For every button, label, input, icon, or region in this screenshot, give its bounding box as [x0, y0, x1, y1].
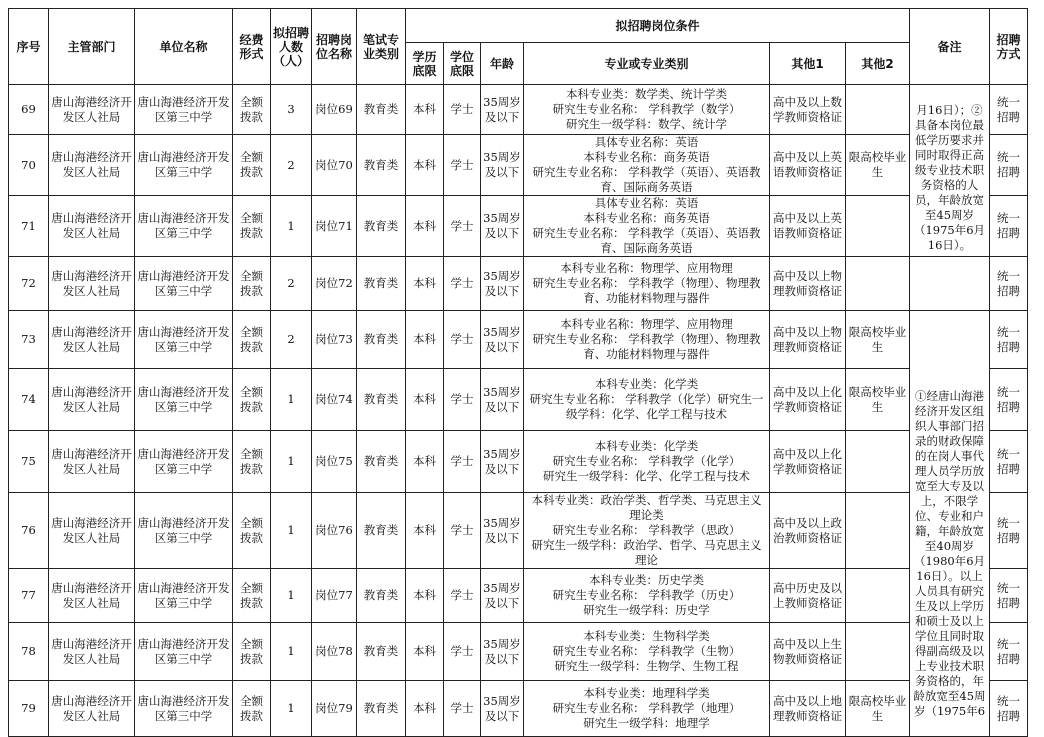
cell-major: 本科专业类：历史学类 研究生专业名称： 学科教学（历史） 研究生一级学科：历史学: [524, 569, 770, 623]
header-remark: 备注: [910, 9, 990, 85]
cell-other1: 高中及以上数学教师资格证: [770, 85, 846, 135]
cell-major: 本科专业类：地理科学类 研究生专业名称： 学科教学（地理） 研究生一级学科：地理学: [524, 681, 770, 737]
cell-exam-type: 教育类: [357, 257, 406, 311]
cell-method: 统一招聘: [990, 369, 1028, 431]
cell-other2: [846, 85, 910, 135]
cell-degree: 学士: [444, 681, 481, 737]
cell-degree: 学士: [444, 311, 481, 369]
cell-count: 1: [271, 569, 312, 623]
cell-other1: 高中及以上英语教师资格证: [770, 135, 846, 196]
cell-major: 本科专业类：政治学类、哲学类、马克思主义理论类 研究生专业名称： 学科教学（思政） 研究生一级学科：政治学、哲学、马克思主义理论: [524, 493, 770, 569]
cell-degree: 学士: [444, 135, 481, 196]
cell-other1: 高中及以上生物教师资格证: [770, 623, 846, 681]
cell-funding: 全额拨款: [233, 311, 271, 369]
cell-other2: 限高校毕业生: [846, 369, 910, 431]
cell-edu: 本科: [406, 493, 444, 569]
table-row: [9, 85, 1028, 135]
cell-other1: 高中历史及以上教师资格证: [770, 569, 846, 623]
cell-exam-type: 教育类: [357, 569, 406, 623]
cell-exam-type: 教育类: [357, 681, 406, 737]
cell-position: 岗位78: [312, 623, 357, 681]
cell-major: 本科专业名称：物理学、应用物理 研究生专业名称： 学科教学（物理）、物理教育、功能材料物理与器件: [524, 311, 770, 369]
cell-other1: 高中及以上物理教师资格证: [770, 257, 846, 311]
recruitment-table: [8, 8, 1028, 737]
cell-unit: 唐山海港经济开发区第三中学: [135, 135, 233, 196]
remark-text-top: 月16日）；②具备本岗位最低学历要求并同时取得正高级专业技术职务资格的人员，年龄放宽至45周岁（1975年6月16日）。: [913, 102, 986, 252]
header-unit: 单位名称: [135, 9, 233, 85]
cell-degree: 学士: [444, 431, 481, 493]
cell-method: 统一招聘: [990, 493, 1028, 569]
cell-seq: 70: [9, 135, 49, 196]
table-row: [9, 569, 1028, 623]
cell-dept: 唐山海港经济开发区人社局: [49, 569, 135, 623]
table-row: [9, 311, 1028, 369]
cell-other2: [846, 493, 910, 569]
cell-edu: 本科: [406, 431, 444, 493]
header-age: 年龄: [481, 43, 524, 85]
cell-age: 35周岁及以下: [481, 135, 524, 196]
cell-other2: [846, 257, 910, 311]
cell-funding: 全额拨款: [233, 493, 271, 569]
table-row: [9, 681, 1028, 737]
table-row: [9, 493, 1028, 569]
cell-other2: 限高校毕业生: [846, 135, 910, 196]
cell-unit: 唐山海港经济开发区第三中学: [135, 369, 233, 431]
cell-dept: 唐山海港经济开发区人社局: [49, 311, 135, 369]
header-edu: 学历底限: [406, 43, 444, 85]
cell-position: 岗位71: [312, 196, 357, 257]
table-body: [9, 85, 1028, 737]
cell-other2: [846, 431, 910, 493]
cell-position: 岗位75: [312, 431, 357, 493]
cell-degree: 学士: [444, 493, 481, 569]
cell-funding: 全额拨款: [233, 257, 271, 311]
cell-age: 35周岁及以下: [481, 85, 524, 135]
header-degree: 学位底限: [444, 43, 481, 85]
cell-degree: 学士: [444, 85, 481, 135]
cell-degree: 学士: [444, 196, 481, 257]
cell-exam-type: 教育类: [357, 493, 406, 569]
cell-age: 35周岁及以下: [481, 493, 524, 569]
header-exam-type: 笔试专业类别: [357, 9, 406, 85]
cell-method: 统一招聘: [990, 311, 1028, 369]
cell-seq: 73: [9, 311, 49, 369]
cell-exam-type: 教育类: [357, 369, 406, 431]
cell-seq: 75: [9, 431, 49, 493]
cell-unit: 唐山海港经济开发区第三中学: [135, 257, 233, 311]
header-dept: 主管部门: [49, 9, 135, 85]
cell-dept: 唐山海港经济开发区人社局: [49, 135, 135, 196]
cell-other1: 高中及以上化学教师资格证: [770, 431, 846, 493]
cell-unit: 唐山海港经济开发区第三中学: [135, 681, 233, 737]
cell-position: 岗位73: [312, 311, 357, 369]
cell-exam-type: 教育类: [357, 311, 406, 369]
cell-other1: 高中及以上政治教师资格证: [770, 493, 846, 569]
cell-major: 本科专业类：化学类 研究生专业名称： 学科教学（化学）研究生一级学科：化学、化学工程与技术: [524, 369, 770, 431]
cell-count: 1: [271, 196, 312, 257]
cell-exam-type: 教育类: [357, 623, 406, 681]
cell-method: 统一招聘: [990, 681, 1028, 737]
cell-unit: 唐山海港经济开发区第三中学: [135, 311, 233, 369]
cell-age: 35周岁及以下: [481, 196, 524, 257]
cell-funding: 全额拨款: [233, 369, 271, 431]
cell-other2: 限高校毕业生: [846, 311, 910, 369]
cell-funding: 全额拨款: [233, 135, 271, 196]
cell-position: 岗位79: [312, 681, 357, 737]
cell-count: 2: [271, 257, 312, 311]
cell-major: 具体专业名称：英语 本科专业名称：商务英语 研究生专业名称： 学科教学（英语）、英语教育、国际商务英语: [524, 196, 770, 257]
cell-count: 3: [271, 85, 312, 135]
cell-exam-type: 教育类: [357, 85, 406, 135]
cell-age: 35周岁及以下: [481, 431, 524, 493]
cell-method: 统一招聘: [990, 135, 1028, 196]
header-position: 招聘岗位名称: [312, 9, 357, 85]
remark-cell-bottom: [910, 311, 990, 737]
cell-edu: 本科: [406, 569, 444, 623]
cell-position: 岗位76: [312, 493, 357, 569]
cell-major: 具体专业名称：英语 本科专业名称：商务英语 研究生专业名称： 学科教学（英语）、英语教育、国际商务英语: [524, 135, 770, 196]
cell-major: 本科专业名称：物理学、应用物理 研究生专业名称： 学科教学（物理）、物理教育、功能材料物理与器件: [524, 257, 770, 311]
cell-funding: 全额拨款: [233, 196, 271, 257]
remark-text-bottom: ①经唐山海港经济开发区组织人事部门招录的财政保障的在岗人事代理人员学历放宽至大专及以上，不限学位、专业和户籍，年龄放宽至40周岁（1980年6月16日）。以上人员具有研究生及以上学历和硕士及以上学位且同时取得副高级及以上专业技术职务资格的，年龄放宽至45周岁（1975年6: [913, 388, 986, 718]
header-count: 拟招聘人数（人）: [271, 9, 312, 85]
cell-method: 统一招聘: [990, 623, 1028, 681]
cell-method: 统一招聘: [990, 85, 1028, 135]
cell-unit: 唐山海港经济开发区第三中学: [135, 569, 233, 623]
cell-degree: 学士: [444, 569, 481, 623]
table-row: [9, 135, 1028, 196]
cell-other2: [846, 196, 910, 257]
table-row: [9, 369, 1028, 431]
cell-exam-type: 教育类: [357, 431, 406, 493]
cell-position: 岗位69: [312, 85, 357, 135]
cell-seq: 71: [9, 196, 49, 257]
cell-dept: 唐山海港经济开发区人社局: [49, 85, 135, 135]
cell-seq: 74: [9, 369, 49, 431]
cell-seq: 79: [9, 681, 49, 737]
cell-dept: 唐山海港经济开发区人社局: [49, 257, 135, 311]
cell-age: 35周岁及以下: [481, 681, 524, 737]
header-other2: 其他2: [846, 43, 910, 85]
cell-major: 本科专业类：生物科学类 研究生专业名称： 学科教学（生物） 研究生一级学科：生物学、生物工程: [524, 623, 770, 681]
cell-seq: 72: [9, 257, 49, 311]
cell-age: 35周岁及以下: [481, 311, 524, 369]
cell-funding: 全额拨款: [233, 569, 271, 623]
cell-dept: 唐山海港经济开发区人社局: [49, 196, 135, 257]
cell-other1: 高中及以上地理教师资格证: [770, 681, 846, 737]
cell-dept: 唐山海港经济开发区人社局: [49, 431, 135, 493]
cell-funding: 全额拨款: [233, 681, 271, 737]
header-method: 招聘方式: [990, 9, 1028, 85]
cell-count: 2: [271, 311, 312, 369]
cell-major: 本科专业类：数学类、统计学类 研究生专业名称： 学科教学（数学） 研究生一级学科：数学、统计学: [524, 85, 770, 135]
table-row: [9, 196, 1028, 257]
cell-degree: 学士: [444, 369, 481, 431]
cell-dept: 唐山海港经济开发区人社局: [49, 493, 135, 569]
header-other1: 其他1: [770, 43, 846, 85]
cell-exam-type: 教育类: [357, 135, 406, 196]
cell-age: 35周岁及以下: [481, 623, 524, 681]
table-row: [9, 431, 1028, 493]
cell-count: 2: [271, 135, 312, 196]
cell-other1: 高中及以上英语教师资格证: [770, 196, 846, 257]
cell-dept: 唐山海港经济开发区人社局: [49, 369, 135, 431]
cell-method: 统一招聘: [990, 431, 1028, 493]
cell-unit: 唐山海港经济开发区第三中学: [135, 493, 233, 569]
cell-edu: 本科: [406, 85, 444, 135]
header-funding: 经费形式: [233, 9, 271, 85]
cell-dept: 唐山海港经济开发区人社局: [49, 681, 135, 737]
cell-method: 统一招聘: [990, 569, 1028, 623]
table-row: [9, 257, 1028, 311]
cell-edu: 本科: [406, 369, 444, 431]
cell-method: 统一招聘: [990, 196, 1028, 257]
cell-edu: 本科: [406, 311, 444, 369]
cell-other2: 限高校毕业生: [846, 681, 910, 737]
cell-count: 1: [271, 369, 312, 431]
cell-seq: 69: [9, 85, 49, 135]
cell-count: 1: [271, 623, 312, 681]
remark-cell-empty: [910, 257, 990, 311]
cell-unit: 唐山海港经济开发区第三中学: [135, 431, 233, 493]
cell-dept: 唐山海港经济开发区人社局: [49, 623, 135, 681]
cell-other2: [846, 569, 910, 623]
cell-funding: 全额拨款: [233, 623, 271, 681]
cell-funding: 全额拨款: [233, 85, 271, 135]
cell-unit: 唐山海港经济开发区第三中学: [135, 196, 233, 257]
cell-exam-type: 教育类: [357, 196, 406, 257]
cell-count: 1: [271, 431, 312, 493]
cell-edu: 本科: [406, 196, 444, 257]
header-seq: 序号: [9, 9, 49, 85]
cell-major: 本科专业类：化学类 研究生专业名称： 学科教学（化学） 研究生一级学科：化学、化学工程与技术: [524, 431, 770, 493]
cell-other1: 高中及以上化学教师资格证: [770, 369, 846, 431]
cell-position: 岗位77: [312, 569, 357, 623]
cell-seq: 76: [9, 493, 49, 569]
cell-degree: 学士: [444, 257, 481, 311]
cell-age: 35周岁及以下: [481, 369, 524, 431]
cell-position: 岗位70: [312, 135, 357, 196]
cell-age: 35周岁及以下: [481, 569, 524, 623]
cell-other1: 高中及以上物理教师资格证: [770, 311, 846, 369]
cell-edu: 本科: [406, 681, 444, 737]
cell-age: 35周岁及以下: [481, 257, 524, 311]
header-conditions: 拟招聘岗位条件: [406, 9, 910, 43]
table-row: [9, 623, 1028, 681]
cell-unit: 唐山海港经济开发区第三中学: [135, 623, 233, 681]
remark-cell-top: [910, 85, 990, 257]
cell-unit: 唐山海港经济开发区第三中学: [135, 85, 233, 135]
cell-seq: 77: [9, 569, 49, 623]
cell-funding: 全额拨款: [233, 431, 271, 493]
cell-seq: 78: [9, 623, 49, 681]
cell-count: 1: [271, 493, 312, 569]
cell-count: 1: [271, 681, 312, 737]
cell-position: 岗位72: [312, 257, 357, 311]
cell-degree: 学士: [444, 623, 481, 681]
cell-edu: 本科: [406, 135, 444, 196]
cell-other2: [846, 623, 910, 681]
cell-position: 岗位74: [312, 369, 357, 431]
cell-method: 统一招聘: [990, 257, 1028, 311]
cell-edu: 本科: [406, 623, 444, 681]
header-major: 专业或专业类别: [524, 43, 770, 85]
cell-edu: 本科: [406, 257, 444, 311]
